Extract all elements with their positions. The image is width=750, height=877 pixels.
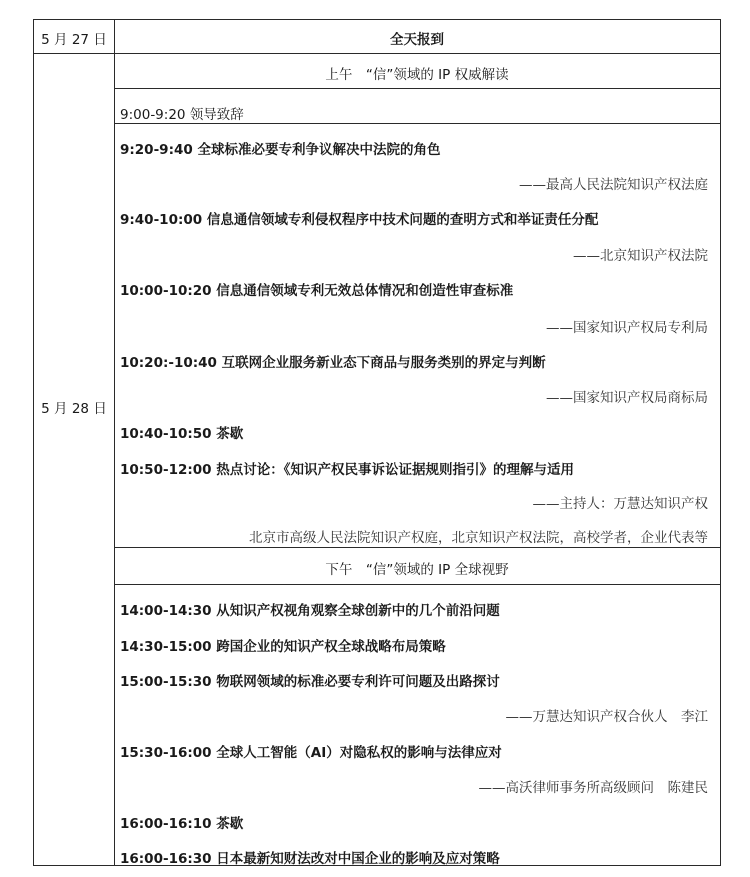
session-time: 15:00-15:30 <box>120 674 212 690</box>
session-topic: 全球标准必要专利争议解决中法院的角色 <box>197 142 441 158</box>
row-divider <box>114 123 720 124</box>
session-time: 10:40-10:50 <box>120 426 212 442</box>
session-speaker: ——高沃律师事务所高级顾问 陈建民 <box>478 780 708 796</box>
session-speaker: ——最高人民法院知识产权法庭 <box>519 177 708 193</box>
session-topic: 物联网领域的标准必要专利许可问题及出路探讨 <box>216 674 500 690</box>
session-item <box>120 208 598 228</box>
session-topic: 茶歇 <box>216 816 244 832</box>
session-topic: 日本最新知财法改对中国企业的影响及应对策略 <box>216 851 500 867</box>
session-topic: 信息通信领域专利侵权程序中技术问题的查明方式和举证责任分配 <box>206 212 599 228</box>
agenda-table <box>33 19 721 866</box>
session-item <box>120 279 513 299</box>
session-topic: 从知识产权视角观察全球创新中的几个前沿问题 <box>216 603 500 619</box>
session-topic: 跨国企业的知识产权全球战略布局策略 <box>216 639 446 655</box>
session-speaker: ——国家知识产权局商标局 <box>546 390 708 406</box>
session-time: 14:30-15:00 <box>120 639 212 655</box>
session-item <box>120 351 546 371</box>
session-topic: 热点讨论：《知识产权民事诉讼证据规则指引》的理解与适用 <box>216 462 574 478</box>
session-topic: 茶歇 <box>216 426 244 442</box>
session-time: 16:00-16:30 <box>120 851 212 867</box>
session-time: 10:20:-10:40 <box>120 355 217 371</box>
row-divider <box>114 584 720 585</box>
session-item <box>120 138 440 158</box>
session-time: 9:20-9:40 <box>120 142 193 158</box>
afternoon-title: 下午 “信”领域的 IP 全球视野 <box>325 562 509 578</box>
session-item <box>120 458 574 478</box>
session-topic: 全球人工智能（AI）对隐私权的影响与法律应对 <box>216 745 502 761</box>
session-topic: 互联网企业服务新业态下商品与服务类别的界定与判断 <box>221 355 546 371</box>
opening-topic: 领导致辞 <box>189 107 244 123</box>
session-item <box>120 599 500 619</box>
session-item <box>120 812 243 832</box>
morning-title: 上午 “信”领域的 IP 权威解读 <box>325 67 509 83</box>
session-time: 16:00-16:10 <box>120 816 212 832</box>
session-time: 14:00-14:30 <box>120 603 212 619</box>
session-speaker: ——国家知识产权局专利局 <box>546 320 708 336</box>
session-topic: 信息通信领域专利无效总体情况和创造性审查标准 <box>216 283 514 299</box>
row-divider <box>114 88 720 89</box>
opening-time: 9:00-9:20 <box>120 107 186 123</box>
session-item <box>120 741 502 761</box>
row-divider <box>34 53 720 54</box>
day1-title: 全天报到 <box>390 32 444 48</box>
session-item <box>120 635 446 655</box>
session-speaker: ——万慧达知识产权合伙人 李江 <box>505 709 708 725</box>
session-item <box>120 847 500 867</box>
row-divider <box>114 547 720 548</box>
panel-participants: 北京市高级人民法院知识产权庭，北京知识产权法院，高校学者，企业代表等 <box>249 530 708 546</box>
session-speaker: ——北京知识产权法院 <box>573 248 708 264</box>
session-time: 15:30-16:00 <box>120 745 212 761</box>
session-time: 10:00-10:20 <box>120 283 212 299</box>
opening-item <box>120 103 244 123</box>
session-item <box>120 422 243 442</box>
day2-date: 5 月 28 日 <box>41 401 107 417</box>
session-item <box>120 670 500 690</box>
session-time: 9:40-10:00 <box>120 212 203 228</box>
session-time: 10:50-12:00 <box>120 462 212 478</box>
date-column-divider <box>114 20 115 865</box>
day1-date: 5 月 27 日 <box>41 32 107 48</box>
session-speaker: ——主持人：万慧达知识产权 <box>532 496 708 512</box>
